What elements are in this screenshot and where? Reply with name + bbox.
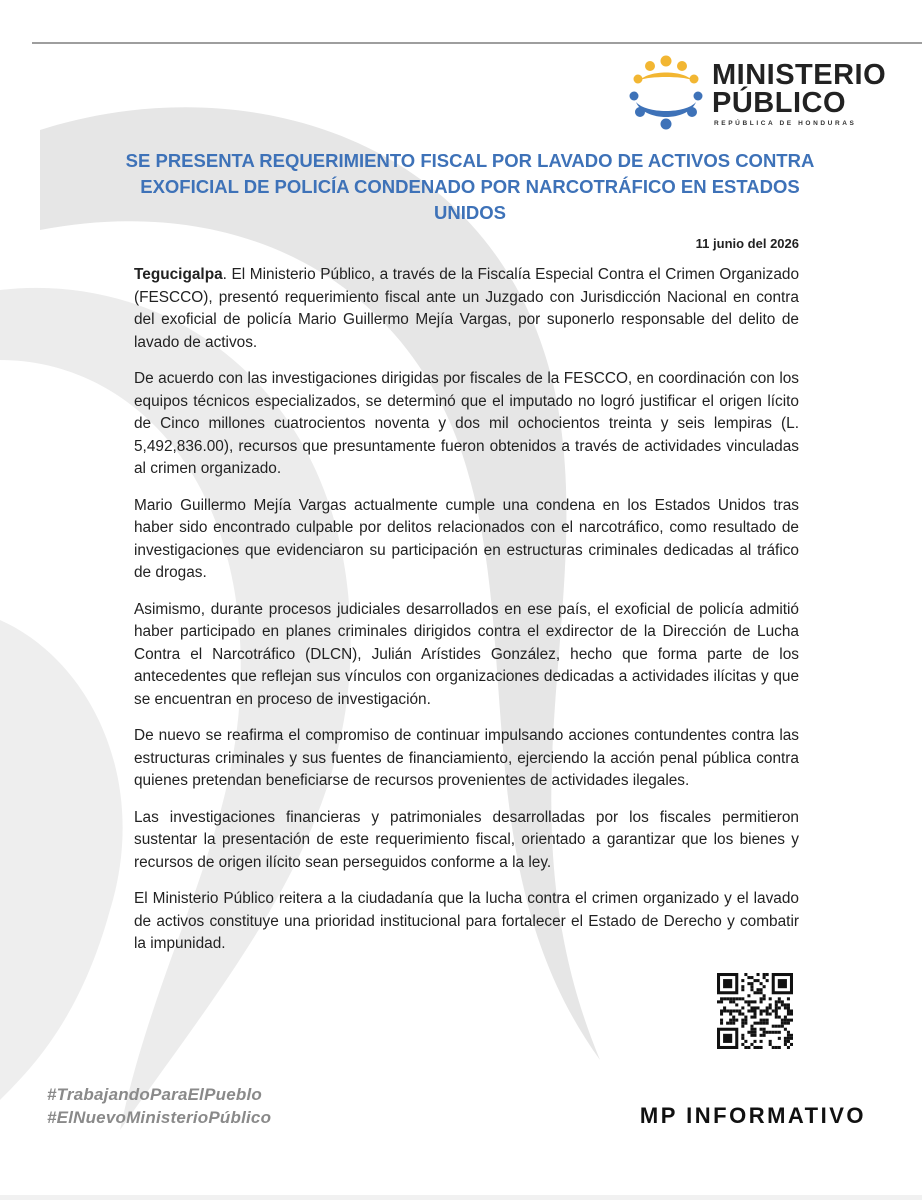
- dateline-city: Tegucigalpa: [134, 266, 223, 283]
- paragraph-1: [134, 264, 799, 354]
- paragraph-2: De acuerdo con las investigaciones dirigidas por fiscales de la FESCCO, en coordinación con los equipos técnicos especializados, se determinó que el imputado no logró justificar el origen lícito de Cinco millones cuatrocientos noventa y dos mil ochocientos treinta y seis lempiras (L. 5,492,836.00), recursos que presuntamente fueron obtenidos a través de actividades vinculadas al crimen organizado.: [134, 370, 799, 477]
- logo-subtitle: REPÚBLICA DE HONDURAS: [714, 120, 857, 127]
- paragraph-1-text: . El Ministerio Público, a través de la Fiscalía Especial Contra el Crimen Organizado (FESCCO), presentó requerimiento fiscal ante un Juzgado con Jurisdicción Nacional en contra del exoficial de policía Mario Guillermo Mejía Vargas, por suponerlo responsable del delito de lavado de activos.: [134, 266, 799, 351]
- footer-mp-informativo: MP INFORMATIVO: [639, 1103, 866, 1128]
- press-release-headline: SE PRESENTA REQUERIMIENTO FISCAL POR LAVADO DE ACTIVOS CONTRA EXOFICIAL DE POLICÍA CONDENADO POR NARCOTRÁFICO EN ESTADOS UNIDOS: [125, 150, 815, 223]
- paragraph-5: De nuevo se reafirma el compromiso de continuar impulsando acciones contundentes contra las estructuras criminales y sus fuentes de financiamiento, ejerciendo la acción penal pública contra quienes pretendan beneficiarse de recursos provenientes de actividades ilegales.: [134, 727, 799, 789]
- press-release-body: [134, 264, 799, 970]
- top-divider: [32, 42, 922, 44]
- ministerio-publico-logo-icon: [626, 52, 706, 132]
- ministerio-publico-logo: [626, 52, 886, 132]
- paragraph-7: El Ministerio Público reitera a la ciudadanía que la lucha contra el crimen organizado y el lavado de activos constituye una prioridad institucional para fortalecer el Estado de Derecho y combatir la impunidad.: [134, 890, 799, 952]
- release-date: 11 junio del 2026: [695, 236, 799, 251]
- paragraph-4: Asimismo, durante procesos judiciales desarrollados en ese país, el exoficial de policía admitió haber participado en planes criminales dirigidos contra el exdirector de la Dirección de Lucha Contra el Narcotráfico (DLCN), Julián Arístides González, hecho que forma parte de los antecedentes que reflejan sus vínculos con organizaciones dedicadas a actividades ilícitas y que se encuentran en proceso de investigación.: [134, 600, 799, 708]
- paragraph-3: Mario Guillermo Mejía Vargas actualmente cumple una condena en los Estados Unidos tras haber sido encontrado culpable por delitos relacionados con el narcotráfico, como resultado de investigaciones que evidenciaron su participación en estructuras criminales dedicadas al tráfico de drogas.: [134, 496, 799, 581]
- paragraph-6: Las investigaciones financieras y patrimoniales desarrolladas por los fiscales permitieron sustentar la presentación de este requerimiento fiscal, orientado a garantizar que los bienes y recursos de origen ilícito sean perseguidos conforme a la ley.: [134, 808, 799, 871]
- hashtag-nuevo-ministerio: #ElNuevoMinisterioPúblico: [47, 1108, 272, 1127]
- logo-title-line1: MINISTERIO: [712, 59, 887, 91]
- logo-title-line2: PÚBLICO: [712, 87, 846, 119]
- hashtag-trabajando: #TrabajandoParaElPueblo: [47, 1085, 262, 1104]
- qr-code-icon: [717, 973, 793, 1049]
